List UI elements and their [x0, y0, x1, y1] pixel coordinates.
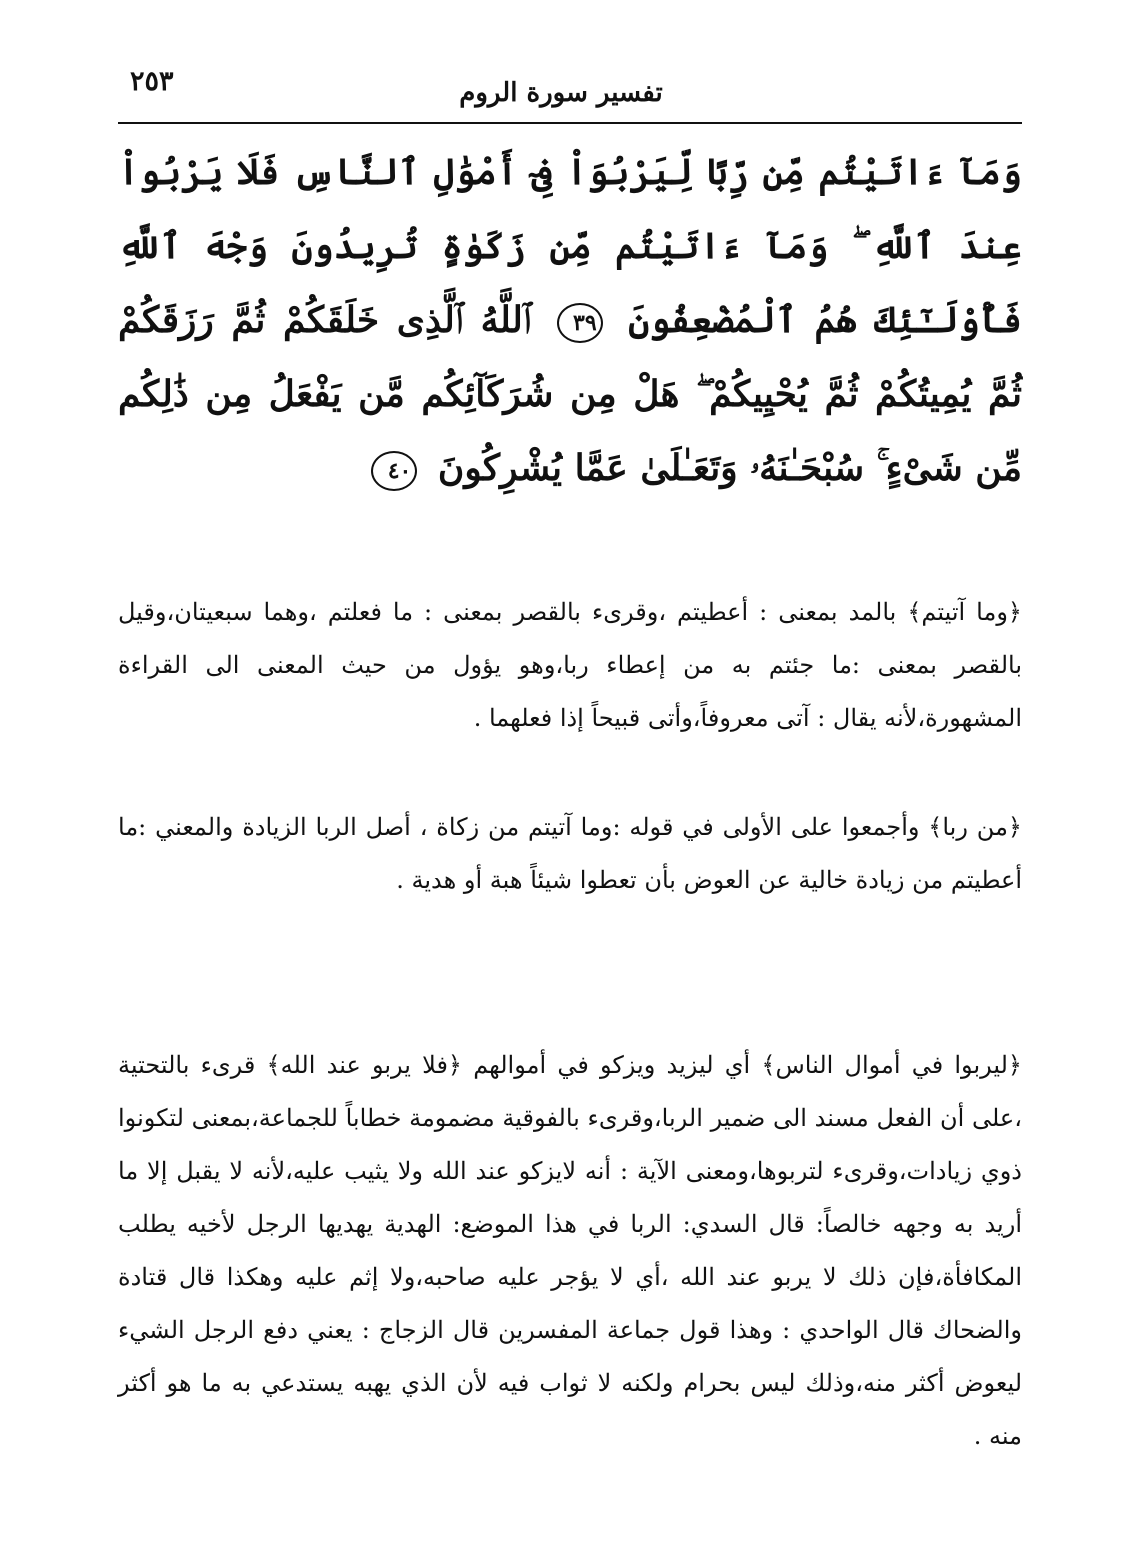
- page-number: ٢٥٣: [130, 66, 174, 97]
- running-title: تفسير سورة الروم: [459, 78, 663, 108]
- ayah-number-marker: ٣٩: [557, 303, 603, 343]
- header-divider: [118, 122, 1022, 124]
- commentary-paragraph: ﴿وما آتيتم﴾ بالمد بمعنى : أعطيتم ،وقرىء بالقصر بمعنى : ما فعلتم ،وهما سبعيتان،وقيل بالقصر بمعنى :ما جئتم به من إعطاء ربا،وهو يؤول من حيث المعنى الى القراءة المشهورة،لأنه يقال : آتى معروفاً،وأتى قبيحاً إذا فعلهما .: [118, 598, 1022, 732]
- quran-verse-block: [118, 135, 1022, 505]
- commentary-paragraph: ﴿ليربوا في أموال الناس﴾ أي ليزيد ويزكو في أموالهم ﴿فلا يربو عند الله﴾ قرىء بالتحتية ،على أن الفعل مسند الى ضمير الربا،وقرىء بالفوقية مضمومة خطاباً للجماعة،بمعنى لتكونوا ذوي زيادات،وقرىء لتربوها،ومعنى الآية : أنه لايزكو عند الله ولا يثيب عليه،لأنه لا يقبل إلا ما أريد به وجهه خالصاً: قال السدي: الربا في هذا الموضع: الهدية يهديها الرجل لأخيه يطلب المكافأة،فإن ذلك لا يربو عند الله ،أي لا يؤجر عليه صاحبه،ولا إثم عليه وهكذا قال قتادة والضحاك قال الواحدي : وهذا قول جماعة المفسرين قال الزجاج : يعني دفع الرجل الشيء ليعوض أكثر منه،وذلك ليس بحرام ولكنه لا ثواب فيه لأن الذي يهبه يستدعي به ما هو أكثر منه .: [118, 1051, 1023, 1450]
- verse-text-40: ٱللَّهُ ٱلَّذِى خَلَقَكُمْ ثُمَّ رَزَقَكُمْ ثُمَّ يُمِيتُكُمْ ثُمَّ يُحْيِيكُمْ ۖ هَلْ مِن شُرَكَآئِكُم مَّن يَفْعَلُ مِن ذَٰلِكُم مِّن شَىْءٍ ۚ سُبْحَـٰنَهُۥ وَتَعَـٰلَىٰ عَمَّا يُشْرِكُونَ: [118, 299, 1022, 489]
- ayah-number-marker: ٤٠: [371, 451, 417, 491]
- commentary-paragraph: ﴿من ربا﴾ وأجمعوا على الأولى في قوله :وما آتيتم من زكاة ، أصل الربا الزيادة والمعني :ما أعطيتم من زيادة خالية عن العوض بأن تعطوا شيئاً هبة أو هدية .: [118, 813, 1022, 894]
- verse-text-39: وَمَآ ءَاتَيْتُم مِّن رِّبًا لِّيَرْبُوَاْ فِىٓ أَمْوَٰلِ ٱلنَّاسِ فَلَا يَرْبُواْ عِندَ ٱللَّهِ ۖ وَمَآ ءَاتَيْتُم مِّن زَكَوٰةٍ تُرِيدُونَ وَجْهَ ٱللَّهِ فَأُوْلَـٰٓئِكَ هُمُ ٱلْمُضْعِفُونَ: [118, 151, 1023, 341]
